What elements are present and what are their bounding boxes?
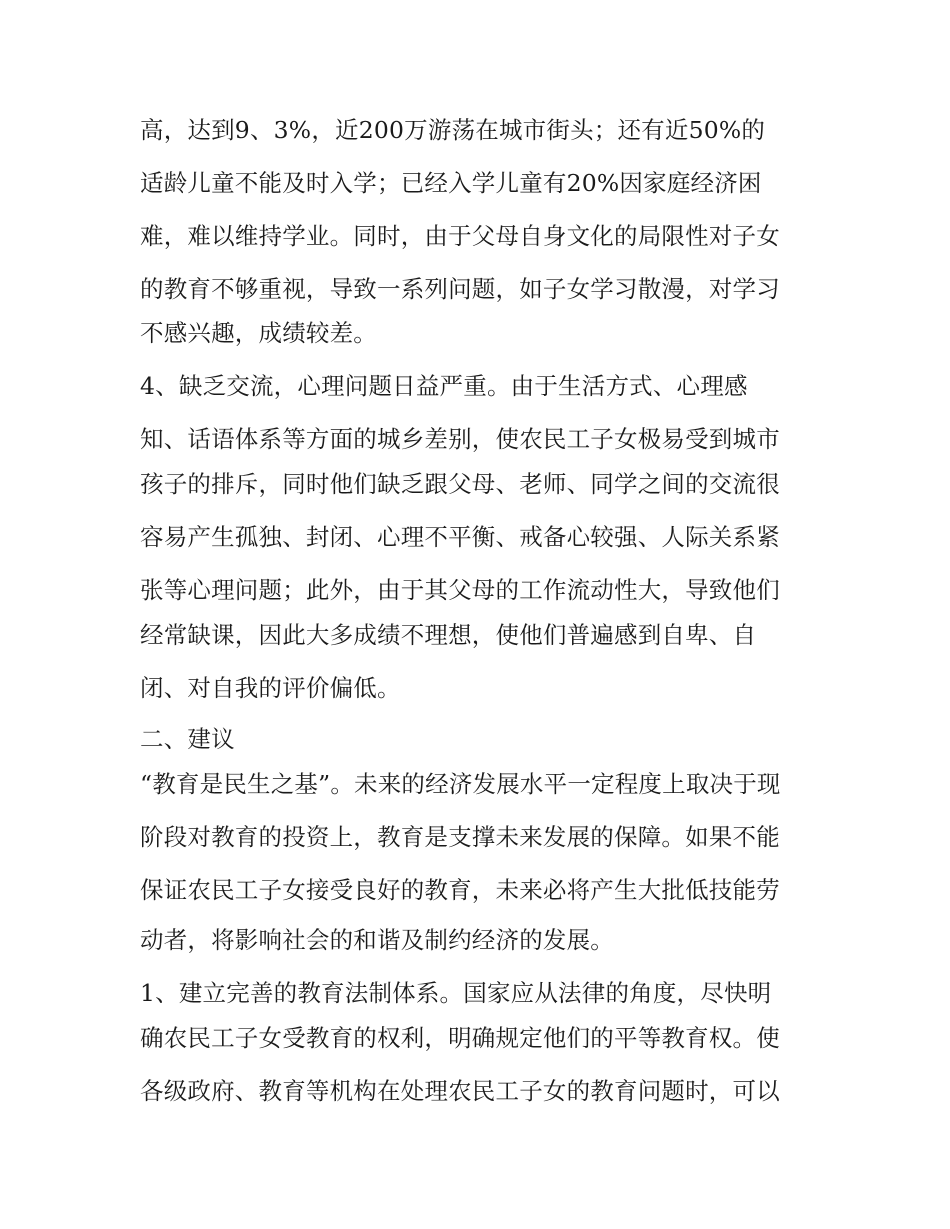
text-line: “教育是民生之基”。未来的经济发展水平一定程度上取决于现	[140, 770, 781, 798]
text-line: 确农民工子女受教育的权利，明确规定他们的平等教育权。使	[140, 1024, 780, 1052]
text-line: 高，达到9、3%，近200万游荡在城市街头；还有近50%的	[140, 116, 766, 144]
text-line: 容易产生孤独、封闭、心理不平衡、戒备心较强、人际关系紧	[140, 523, 780, 551]
text-line: 各级政府、教育等机构在处理农民工子女的教育问题时，可以	[140, 1077, 780, 1105]
text-line: 张等心理问题；此外，由于其父母的工作流动性大，导致他们	[140, 576, 780, 604]
text-line: 阶段对教育的投资上，教育是支撑未来发展的保障。如果不能	[140, 823, 780, 851]
section-heading: 1、建立完善的教育法制体系。国家应从法律的角度，尽快明	[140, 979, 772, 1007]
text-line: 动者，将影响社会的和谐及制约经济的发展。	[140, 926, 614, 954]
text-line: 闭、对自我的评价偏低。	[140, 674, 401, 702]
text-line: 经常缺课，因此大多成绩不理想，使他们普遍感到自卑、自	[140, 621, 757, 649]
section-heading: 二、建议	[140, 725, 235, 753]
text-line: 难，难以维持学业。同时，由于父母自身文化的局限性对子女	[140, 222, 780, 250]
text-line: 的教育不够重视，导致一系列问题，如子女学习散漫，对学习	[140, 275, 780, 303]
text-line: 知、话语体系等方面的城乡差别，使农民工子女极易受到城市	[140, 425, 780, 453]
section-heading: 4、缺乏交流，心理问题日益严重。由于生活方式、心理感	[140, 372, 748, 400]
text-line: 保证农民工子女接受良好的教育，未来必将产生大批低技能劳	[140, 876, 780, 904]
text-line: 孩子的排斥，同时他们缺乏跟父母、老师、同学之间的交流很	[140, 470, 780, 498]
text-line: 适龄儿童不能及时入学；已经入学儿童有20%因家庭经济困	[140, 169, 762, 197]
text-line: 不感兴趣，成绩较差。	[140, 319, 377, 347]
